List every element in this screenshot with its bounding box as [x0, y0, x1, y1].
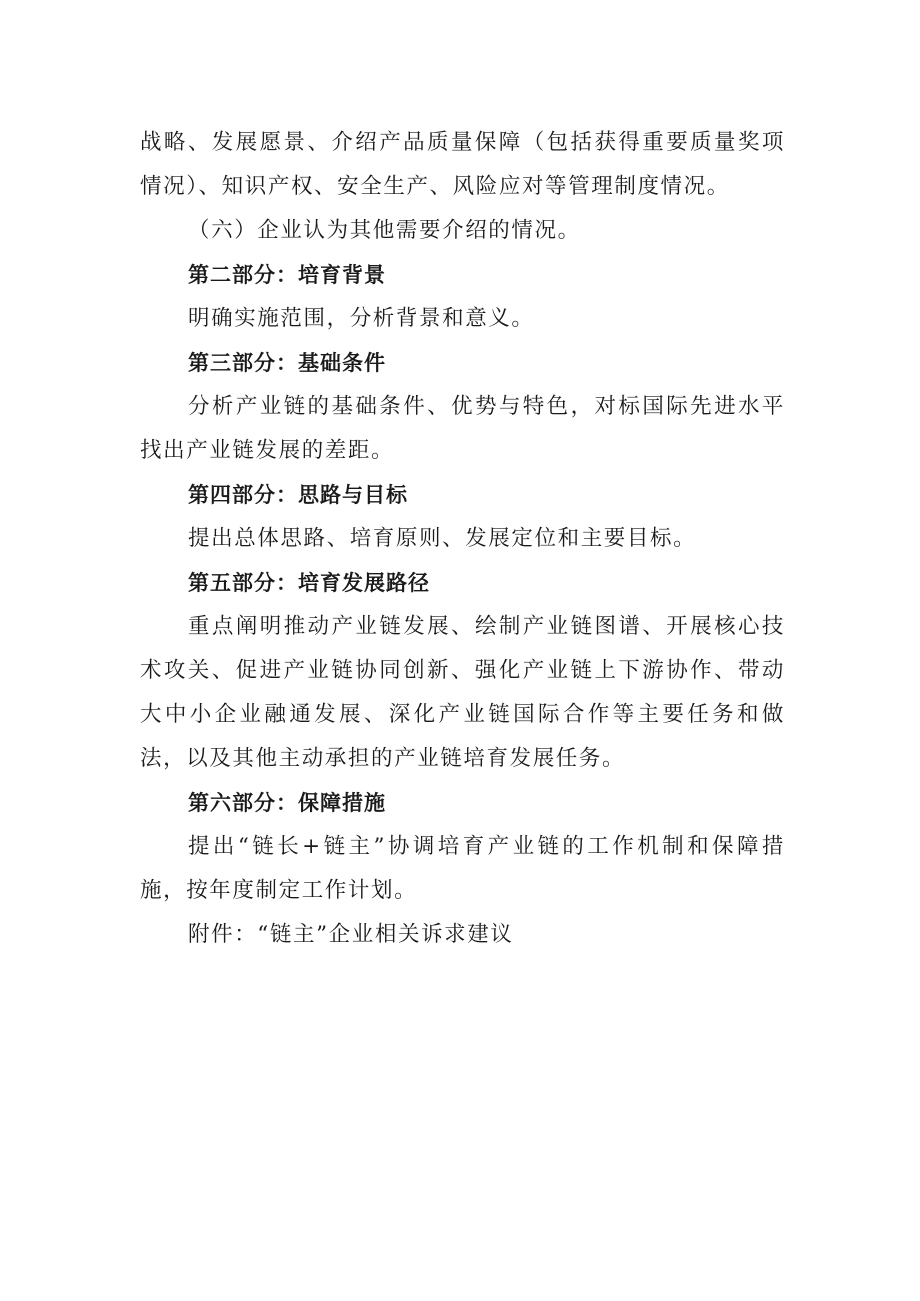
continued-paragraph: 战略、发展愿景、介绍产品质量保障（包括获得重要质量奖项情况）、知识产权、安全生产、风险应对等管理制度情况。: [140, 130, 785, 199]
section-body-part-four: 提出总体思路、培育原则、发展定位和主要目标。: [188, 526, 697, 551]
section-heading-part-three: 第三部分：基础条件: [188, 351, 386, 375]
section-heading-part-two: 第二部分：培育背景: [188, 263, 386, 287]
section-heading-part-five: 第五部分：培育发展路径: [188, 571, 430, 595]
attachment-line: 附件：“链主”企业相关诉求建议: [188, 922, 514, 947]
section-heading-part-four: 第四部分：思路与目标: [188, 483, 408, 507]
section-body-part-five: 重点阐明推动产业链发展、绘制产业链图谱、开展核心技术攻关、促进产业链协同创新、强化产业链上下游协作、带动大中小企业融通发展、深化产业链国际合作等主要任务和做法，以及其他主动承担的产业链培育发展任务。: [140, 614, 785, 771]
section-body-part-two: 明确实施范围，分析背景和意义。: [188, 306, 535, 331]
section-body-part-three: 分析产业链的基础条件、优势与特色，对标国际先进水平找出产业链发展的差距。: [140, 394, 785, 463]
document-body: [140, 121, 785, 957]
section-heading-part-six: 第六部分：保障措施: [188, 791, 386, 815]
paragraph-item-six: （六）企业认为其他需要介绍的情况。: [188, 218, 581, 243]
section-body-part-six: 提出“链长+链主”协调培育产业链的工作机制和保障措施，按年度制定工作计划。: [140, 834, 785, 903]
